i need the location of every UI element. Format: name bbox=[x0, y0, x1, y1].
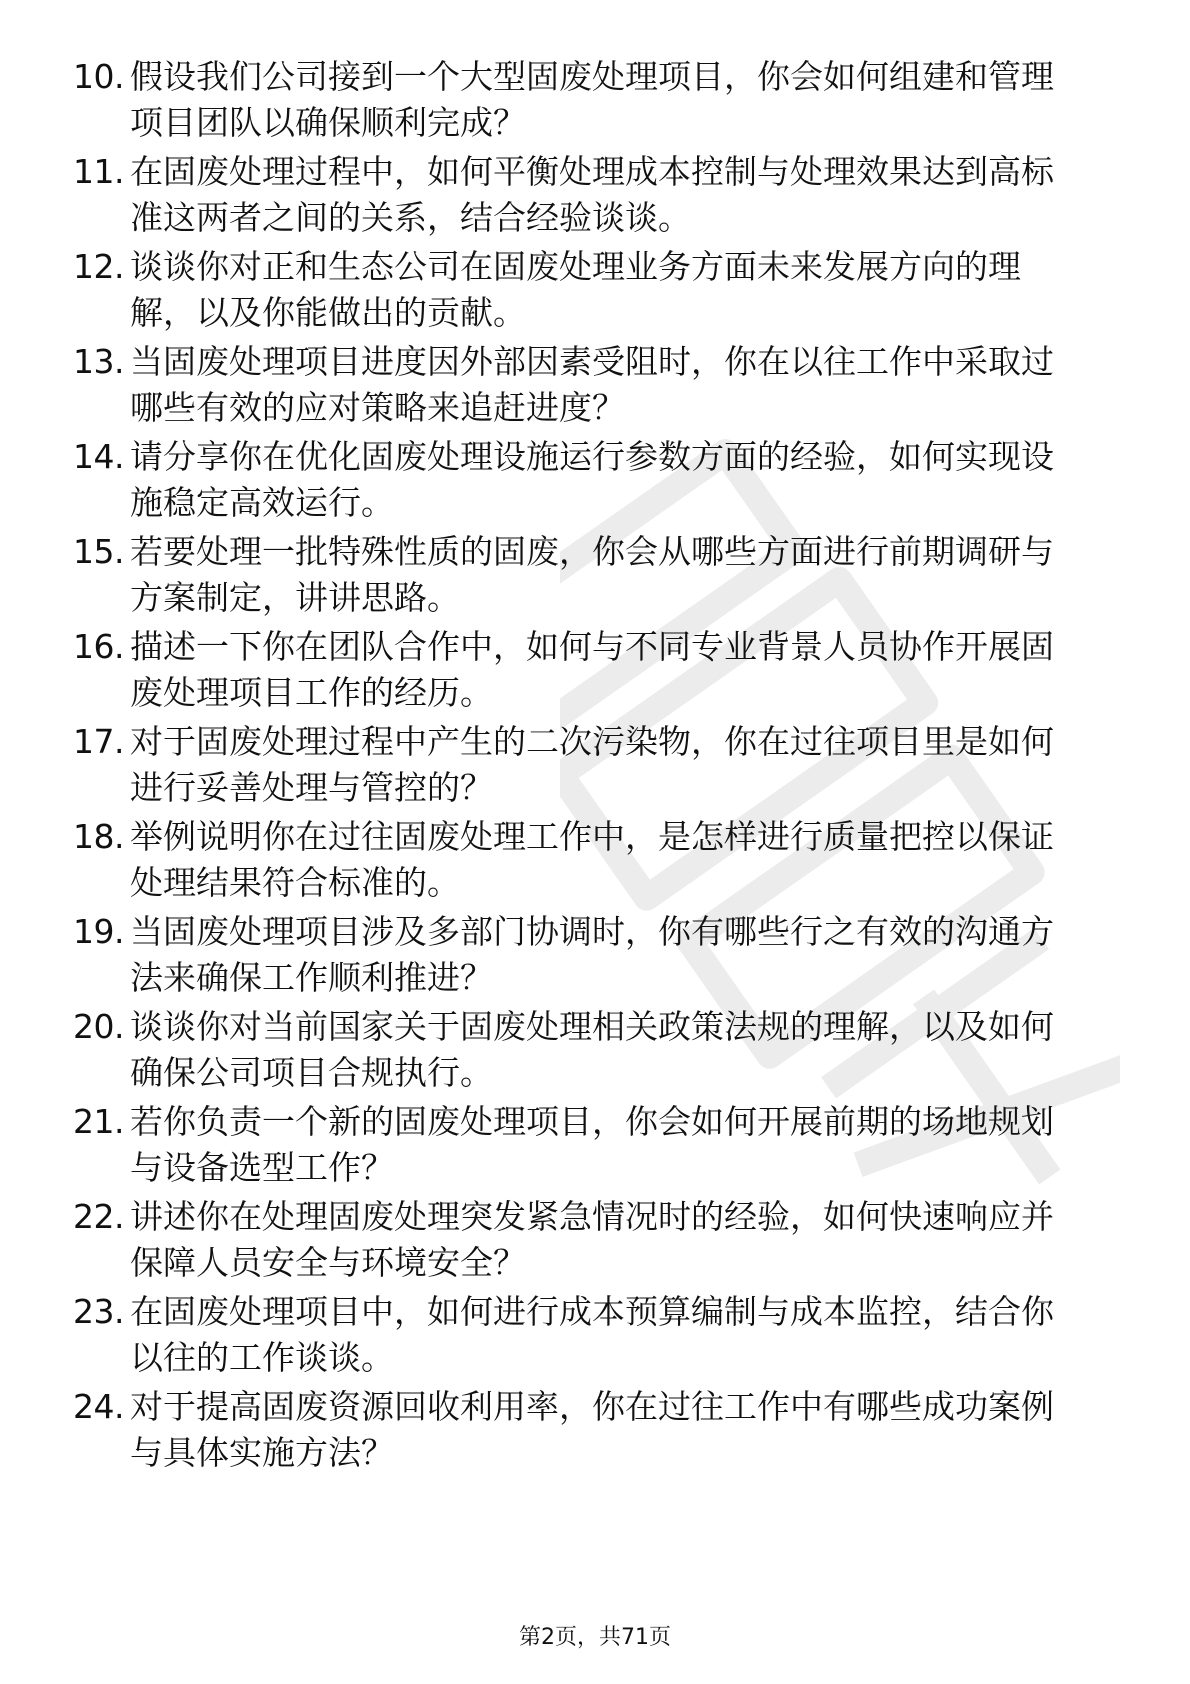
question-text: 对于提高固废资源回收利用率，你在过往工作中有哪些成功案例 与具体实施方法？ bbox=[130, 1387, 1054, 1472]
question-text: 当固废处理项目涉及多部门协调时，你有哪些行之有效的沟通方 法来确保工作顺利推进？ bbox=[130, 912, 1054, 997]
question-text: 描述一下你在团队合作中，如何与不同专业背景人员协作开展固 废处理项目工作的经历。 bbox=[130, 627, 1054, 712]
question-number: 24. bbox=[73, 1387, 124, 1426]
question-text: 举例说明你在过往固废处理工作中，是怎样进行质量把控以保证 处理结果符合标准的。 bbox=[130, 817, 1054, 902]
question-item bbox=[58, 1099, 1118, 1194]
question-text: 在固废处理过程中，如何平衡处理成本控制与处理效果达到高标 准这两者之间的关系，结合经验谈谈。 bbox=[130, 152, 1054, 237]
question-item bbox=[58, 719, 1118, 814]
question-item bbox=[58, 339, 1118, 434]
question-item bbox=[58, 1289, 1118, 1384]
question-list bbox=[58, 54, 1118, 1479]
question-text: 请分享你在优化固废处理设施运行参数方面的经验，如何实现设 施稳定高效运行。 bbox=[130, 437, 1054, 522]
question-number: 14. bbox=[73, 437, 124, 476]
question-number: 18. bbox=[73, 817, 124, 856]
question-item bbox=[58, 814, 1118, 909]
question-item bbox=[58, 624, 1118, 719]
page-number-footer: 第2页，共71页 bbox=[519, 1625, 671, 1650]
question-item bbox=[58, 149, 1118, 244]
question-text: 在固废处理项目中，如何进行成本预算编制与成本监控，结合你 以往的工作谈谈。 bbox=[130, 1292, 1054, 1377]
question-number: 16. bbox=[73, 627, 124, 666]
question-item bbox=[58, 909, 1118, 1004]
question-number: 12. bbox=[73, 247, 124, 286]
question-number: 21. bbox=[73, 1102, 124, 1141]
question-item bbox=[58, 244, 1118, 339]
question-number: 19. bbox=[73, 912, 124, 951]
question-text: 谈谈你对正和生态公司在固废处理业务方面未来发展方向的理 解，以及你能做出的贡献。 bbox=[130, 247, 1021, 332]
question-item bbox=[58, 434, 1118, 529]
question-text: 对于固废处理过程中产生的二次污染物，你在过往项目里是如何 进行妥善处理与管控的？ bbox=[130, 722, 1054, 807]
question-item bbox=[58, 1194, 1118, 1289]
question-item bbox=[58, 1384, 1118, 1479]
question-number: 10. bbox=[73, 57, 124, 96]
question-text: 当固废处理项目进度因外部因素受阻时，你在以往工作中采取过 哪些有效的应对策略来追赶进度？ bbox=[130, 342, 1054, 427]
question-text: 讲述你在处理固废处理突发紧急情况时的经验，如何快速响应并 保障人员安全与环境安全？ bbox=[130, 1197, 1054, 1282]
question-number: 22. bbox=[73, 1197, 124, 1236]
question-item bbox=[58, 54, 1118, 149]
question-text: 假设我们公司接到一个大型固废处理项目，你会如何组建和管理 项目团队以确保顺利完成？ bbox=[130, 57, 1054, 142]
question-item bbox=[58, 1004, 1118, 1099]
question-number: 13. bbox=[73, 342, 124, 381]
question-number: 23. bbox=[73, 1292, 124, 1331]
question-number: 11. bbox=[73, 152, 124, 191]
question-item bbox=[58, 529, 1118, 624]
question-text: 若你负责一个新的固废处理项目，你会如何开展前期的场地规划 与设备选型工作？ bbox=[130, 1102, 1054, 1187]
question-text: 若要处理一批特殊性质的固废，你会从哪些方面进行前期调研与 方案制定，讲讲思路。 bbox=[130, 532, 1054, 617]
question-text: 谈谈你对当前国家关于固废处理相关政策法规的理解，以及如何 确保公司项目合规执行。 bbox=[130, 1007, 1054, 1092]
question-number: 20. bbox=[73, 1007, 124, 1046]
question-number: 15. bbox=[73, 532, 124, 571]
question-number: 17. bbox=[73, 722, 124, 761]
